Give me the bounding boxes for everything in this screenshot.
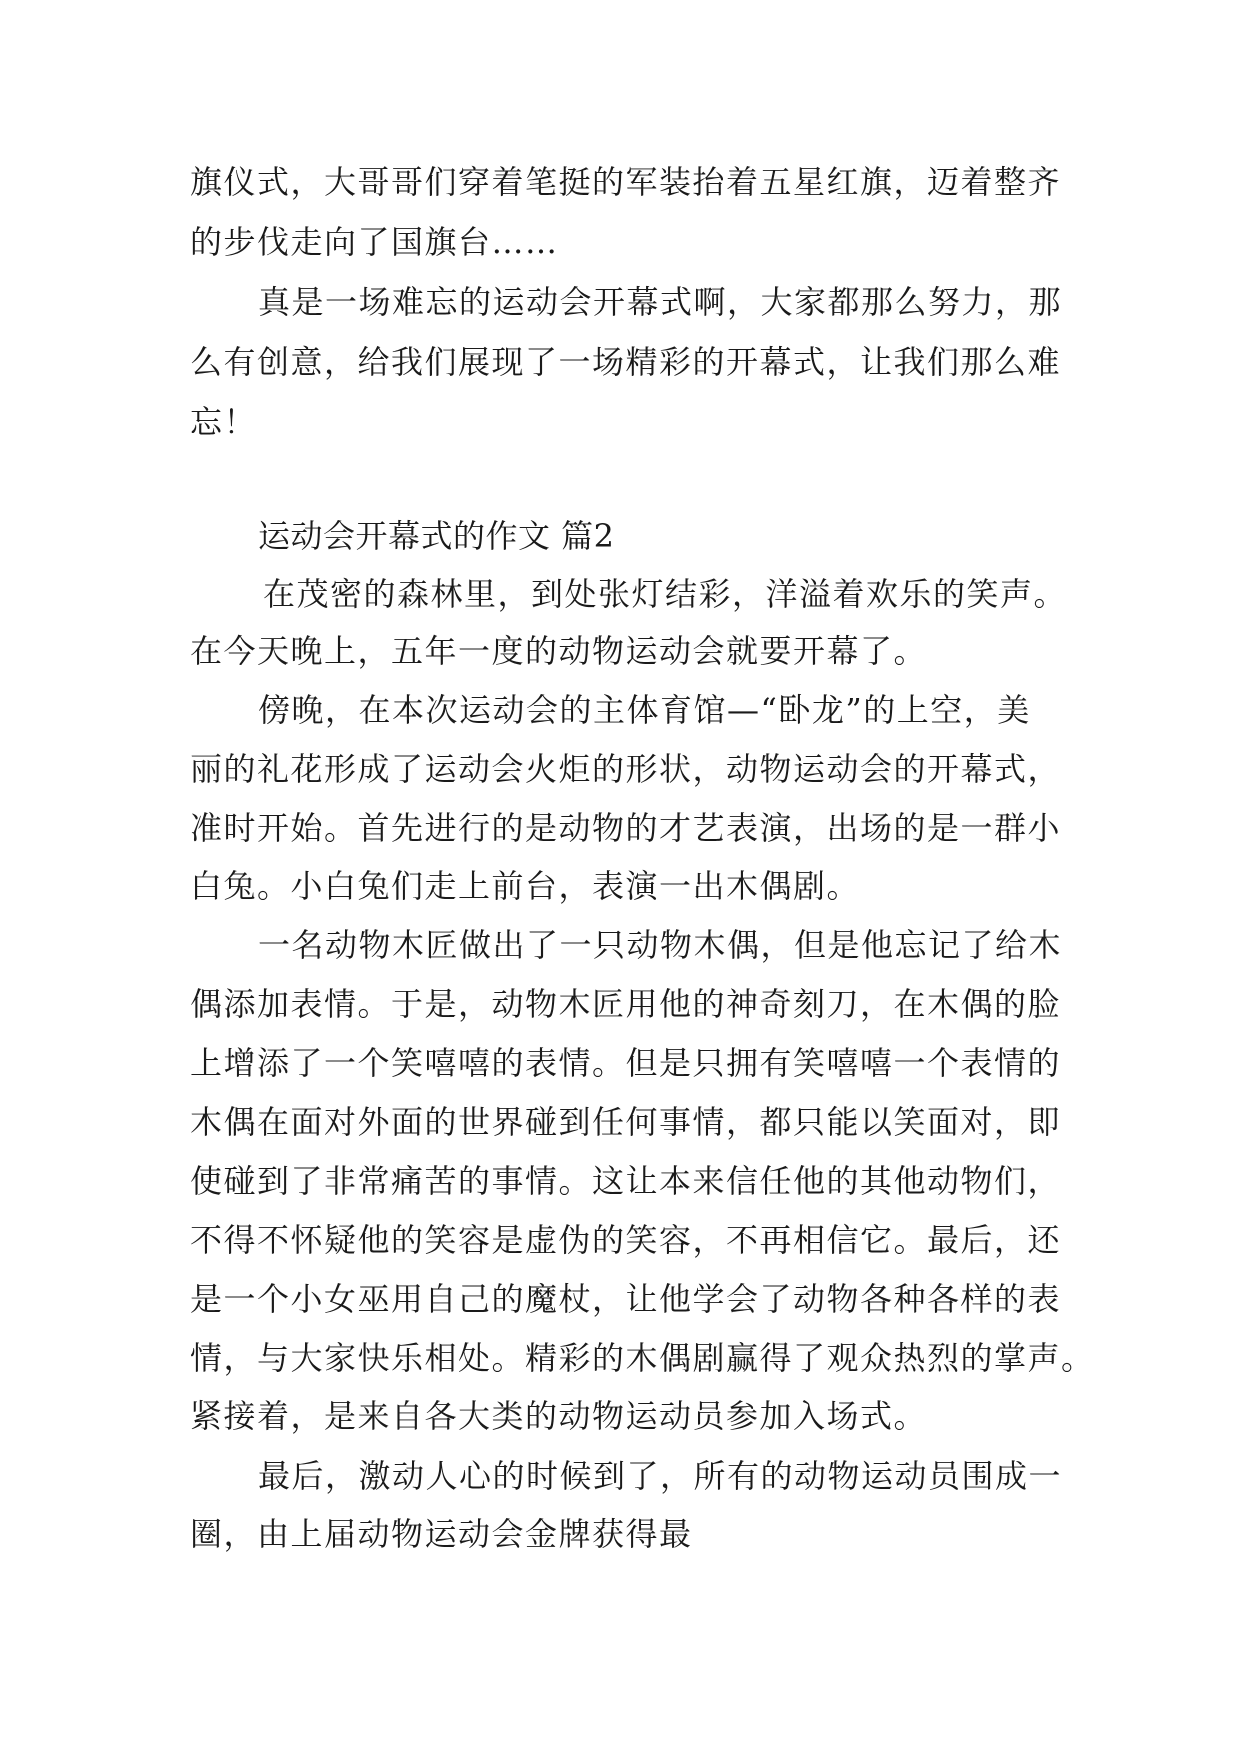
paragraph-line: 的步伐走向了国旗台…… bbox=[190, 223, 559, 261]
section-title: 运动会开幕式的作文 篇2 bbox=[258, 517, 615, 555]
paragraph-line: 在茂密的森林里，到处张灯结彩，洋溢着欢乐的笑声。 bbox=[263, 575, 1068, 613]
paragraph-line: 在今天晚上，五年一度的动物运动会就要开幕了。 bbox=[190, 632, 928, 670]
paragraph-line: 情，与大家快乐相处。精彩的木偶剧赢得了观众热烈的掌声。 bbox=[190, 1339, 1095, 1377]
paragraph-line: 是一个小女巫用自己的魔杖，让他学会了动物各种各样的表 bbox=[190, 1280, 1062, 1318]
paragraph-line: 准时开始。首先进行的是动物的才艺表演，出场的是一群小 bbox=[190, 809, 1062, 847]
paragraph-line: 一名动物木匠做出了一只动物木偶，但是他忘记了给木 bbox=[258, 926, 1063, 964]
paragraph-line: 圈，由上届动物运动会金牌获得最 bbox=[190, 1515, 693, 1553]
paragraph-line: 最后，激动人心的时候到了，所有的动物运动员围成一 bbox=[258, 1457, 1063, 1495]
paragraph-line: 紧接着，是来自各大类的动物运动员参加入场式。 bbox=[190, 1397, 928, 1435]
paragraph-line: 上增添了一个笑嘻嘻的表情。但是只拥有笑嘻嘻一个表情的 bbox=[190, 1044, 1062, 1082]
paragraph-line: 忘！ bbox=[190, 403, 258, 441]
paragraph-line: 真是一场难忘的运动会开幕式啊，大家都那么努力，那 bbox=[258, 283, 1063, 321]
paragraph-line: 偶添加表情。于是，动物木匠用他的神奇刻刀，在木偶的脸 bbox=[190, 985, 1062, 1023]
paragraph-line: 傍晚，在本次运动会的主体育馆—“卧龙”的上空，美 bbox=[258, 691, 1031, 729]
paragraph-line: 木偶在面对外面的世界碰到任何事情，都只能以笑面对，即 bbox=[190, 1103, 1062, 1141]
paragraph-line: 不得不怀疑他的笑容是虚伪的笑容，不再相信它。最后，还 bbox=[190, 1221, 1062, 1259]
paragraph-line: 白兔。小白兔们走上前台，表演一出木偶剧。 bbox=[190, 867, 861, 905]
paragraph-line: 旗仪式，大哥哥们穿着笔挺的军装抬着五星红旗，迈着整齐 bbox=[190, 163, 1062, 201]
paragraph-line: 么有创意，给我们展现了一场精彩的开幕式，让我们那么难 bbox=[190, 343, 1062, 381]
paragraph-line: 丽的礼花形成了运动会火炬的形状，动物运动会的开幕式， bbox=[190, 750, 1062, 788]
paragraph-line: 使碰到了非常痛苦的事情。这让本来信任他的其他动物们， bbox=[190, 1162, 1062, 1200]
